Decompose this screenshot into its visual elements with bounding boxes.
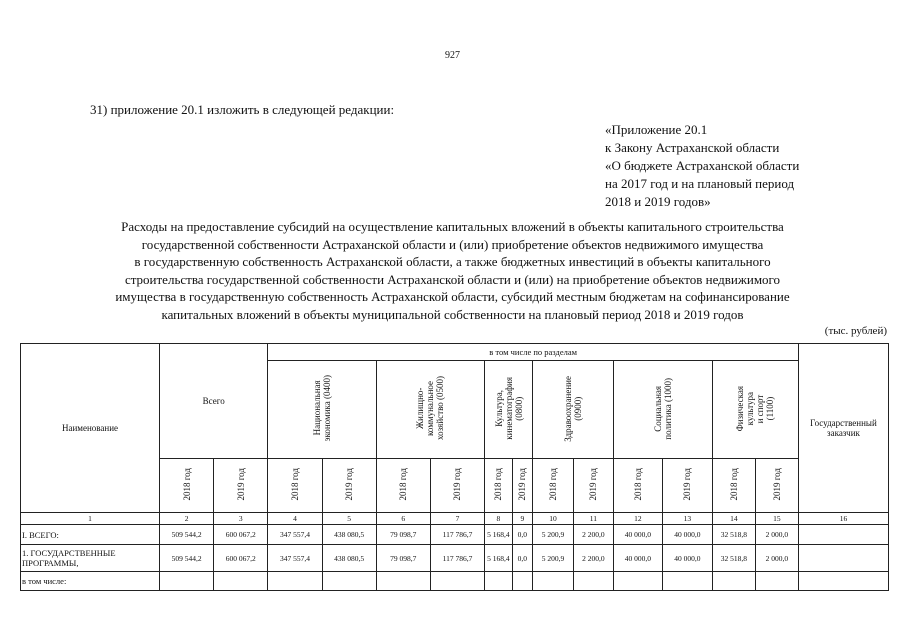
- year-label: 2018 год: [493, 468, 504, 501]
- budget-table: [20, 343, 889, 591]
- appendix-ref-line: 2018 и 2019 годов»: [605, 194, 711, 209]
- value-cell: [322, 572, 376, 591]
- value-cell: 32 518,8: [712, 545, 755, 572]
- header-section-sport: [712, 361, 798, 459]
- year-label: 2018 год: [728, 468, 739, 501]
- appendix-ref-line: «Приложение 20.1: [605, 122, 708, 137]
- header-year: [322, 459, 376, 513]
- section-label: Национальная экономика (0400): [312, 375, 333, 442]
- value-cell: 5 168,4: [485, 545, 513, 572]
- value-cell: [613, 572, 662, 591]
- year-label: 2019 год: [517, 468, 528, 501]
- column-number: 15: [755, 513, 798, 525]
- section-label: Физическая культура и спорт (1100): [735, 385, 776, 432]
- value-cell: 5 168,4: [485, 525, 513, 545]
- page-number: 927: [445, 50, 460, 61]
- column-number: 12: [613, 513, 662, 525]
- value-cell: 2 000,0: [755, 545, 798, 572]
- value-cell: 5 200,9: [533, 545, 574, 572]
- row-name: 1. ГОСУДАРСТВЕННЫЕ ПРОГРАММЫ,: [21, 545, 160, 572]
- year-label: 2019 год: [682, 468, 693, 501]
- year-label: 2018 год: [181, 468, 192, 501]
- value-cell: [214, 572, 268, 591]
- value-cell: 509 544,2: [160, 525, 214, 545]
- title-line: строительства государственной собственности Астраханской области и (или) на приобретение объектов недвижимого: [124, 271, 781, 287]
- customer-cell: [798, 545, 888, 572]
- header-year: [533, 459, 574, 513]
- column-number: 2: [160, 513, 214, 525]
- title-line: капитальных вложений в объекты муниципальной собственности на плановый период 2018 и 2019 годов: [161, 306, 744, 322]
- title-line: имущества в государственную собственность Астраханской области, субсидий местным бюджетам на софинансирование: [115, 289, 790, 304]
- header-section-social: [613, 361, 712, 459]
- value-cell: 438 080,5: [322, 525, 376, 545]
- header-year: [573, 459, 613, 513]
- year-label: 2019 год: [452, 468, 463, 501]
- section-label: Жилищно- коммунальное хозяйство (0500): [415, 376, 446, 441]
- year-label: 2019 год: [344, 468, 355, 501]
- value-cell: 117 786,7: [430, 525, 484, 545]
- value-cell: 40 000,0: [613, 525, 662, 545]
- column-number: 9: [512, 513, 532, 525]
- value-cell: 0,0: [512, 545, 532, 572]
- header-section-culture: [485, 361, 533, 459]
- column-number: 11: [573, 513, 613, 525]
- value-cell: 79 098,7: [376, 525, 430, 545]
- header-year: [430, 459, 484, 513]
- header-year: [485, 459, 513, 513]
- year-label: 2018 год: [632, 468, 643, 501]
- header-section-economy: [268, 361, 376, 459]
- appendix-ref-line: «О бюджете Астраханской области: [605, 158, 800, 173]
- customer-cell: [798, 525, 888, 545]
- year-label: 2019 год: [771, 468, 782, 501]
- item-intro: 31) приложение 20.1 изложить в следующей редакции:: [90, 102, 395, 117]
- section-label: Здравоохранение (0900): [562, 375, 583, 442]
- value-cell: 79 098,7: [376, 545, 430, 572]
- value-cell: 40 000,0: [662, 525, 712, 545]
- header-year: [376, 459, 430, 513]
- header-year: [214, 459, 268, 513]
- year-label: 2018 год: [289, 468, 300, 501]
- year-label: 2018 год: [548, 468, 559, 501]
- header-year: [268, 459, 322, 513]
- value-cell: [160, 572, 214, 591]
- column-number: 14: [712, 513, 755, 525]
- value-cell: [512, 572, 532, 591]
- column-number: 16: [798, 513, 888, 525]
- column-number: 13: [662, 513, 712, 525]
- column-number: 6: [376, 513, 430, 525]
- column-number: 10: [533, 513, 574, 525]
- column-number: 7: [430, 513, 484, 525]
- column-number: 4: [268, 513, 322, 525]
- header-customer: Государственный заказчик: [798, 344, 888, 513]
- year-label: 2019 год: [588, 468, 599, 501]
- value-cell: [755, 572, 798, 591]
- value-cell: 32 518,8: [712, 525, 755, 545]
- value-cell: 117 786,7: [430, 545, 484, 572]
- value-cell: 2 000,0: [755, 525, 798, 545]
- appendix-reference: [605, 121, 799, 211]
- year-label: 2018 год: [398, 468, 409, 501]
- value-cell: 2 200,0: [573, 545, 613, 572]
- document-title: [30, 218, 875, 323]
- header-year: [512, 459, 532, 513]
- value-cell: 347 557,4: [268, 545, 322, 572]
- column-number: 1: [21, 513, 160, 525]
- table-row-including: [21, 572, 889, 591]
- table-row-programs: [21, 545, 889, 572]
- value-cell: 600 067,2: [214, 525, 268, 545]
- value-cell: [573, 572, 613, 591]
- appendix-ref-line: на 2017 год и на плановый период: [605, 176, 795, 191]
- value-cell: 347 557,4: [268, 525, 322, 545]
- table-row-total: [21, 525, 889, 545]
- header-year: [712, 459, 755, 513]
- header-by-sections: в том числе по разделам: [268, 344, 799, 361]
- column-number-row: [21, 513, 889, 525]
- row-name: в том числе:: [21, 572, 160, 591]
- value-cell: 509 544,2: [160, 545, 214, 572]
- header-year: [755, 459, 798, 513]
- units-label: (тыс. рублей): [824, 325, 887, 337]
- title-line: в государственную собственность Астраханской области, а также бюджетных инвестиций в объекты капитального: [134, 254, 771, 269]
- value-cell: [430, 572, 484, 591]
- value-cell: 600 067,2: [214, 545, 268, 572]
- column-number: 5: [322, 513, 376, 525]
- header-year: [160, 459, 214, 513]
- row-name: I. ВСЕГО:: [21, 525, 160, 545]
- column-number: 8: [485, 513, 513, 525]
- value-cell: 0,0: [512, 525, 532, 545]
- title-line: государственной собственности Астраханской области и (или) приобретение объектов недвижимого имущества: [141, 236, 764, 252]
- header-total: Всего: [160, 344, 268, 459]
- value-cell: [662, 572, 712, 591]
- appendix-ref-line: к Закону Астраханской области: [605, 140, 780, 155]
- header-section-housing: [376, 361, 484, 459]
- header-name: Наименование: [21, 344, 160, 513]
- section-label: Социальная политика (1000): [652, 377, 673, 440]
- value-cell: [485, 572, 513, 591]
- header-section-health: [533, 361, 614, 459]
- value-cell: 40 000,0: [662, 545, 712, 572]
- year-label: 2019 год: [235, 468, 246, 501]
- title-line: Расходы на предоставление субсидий на осуществление капитальных вложений в объекты капитального строительства: [121, 219, 784, 234]
- value-cell: [533, 572, 574, 591]
- value-cell: [376, 572, 430, 591]
- value-cell: [268, 572, 322, 591]
- value-cell: 2 200,0: [573, 525, 613, 545]
- section-label: Культура, кинематография (0800): [493, 377, 524, 440]
- value-cell: [712, 572, 755, 591]
- header-year: [613, 459, 662, 513]
- value-cell: 40 000,0: [613, 545, 662, 572]
- value-cell: 5 200,9: [533, 525, 574, 545]
- value-cell: 438 080,5: [322, 545, 376, 572]
- column-number: 3: [214, 513, 268, 525]
- header-year: [662, 459, 712, 513]
- customer-cell: [798, 572, 888, 591]
